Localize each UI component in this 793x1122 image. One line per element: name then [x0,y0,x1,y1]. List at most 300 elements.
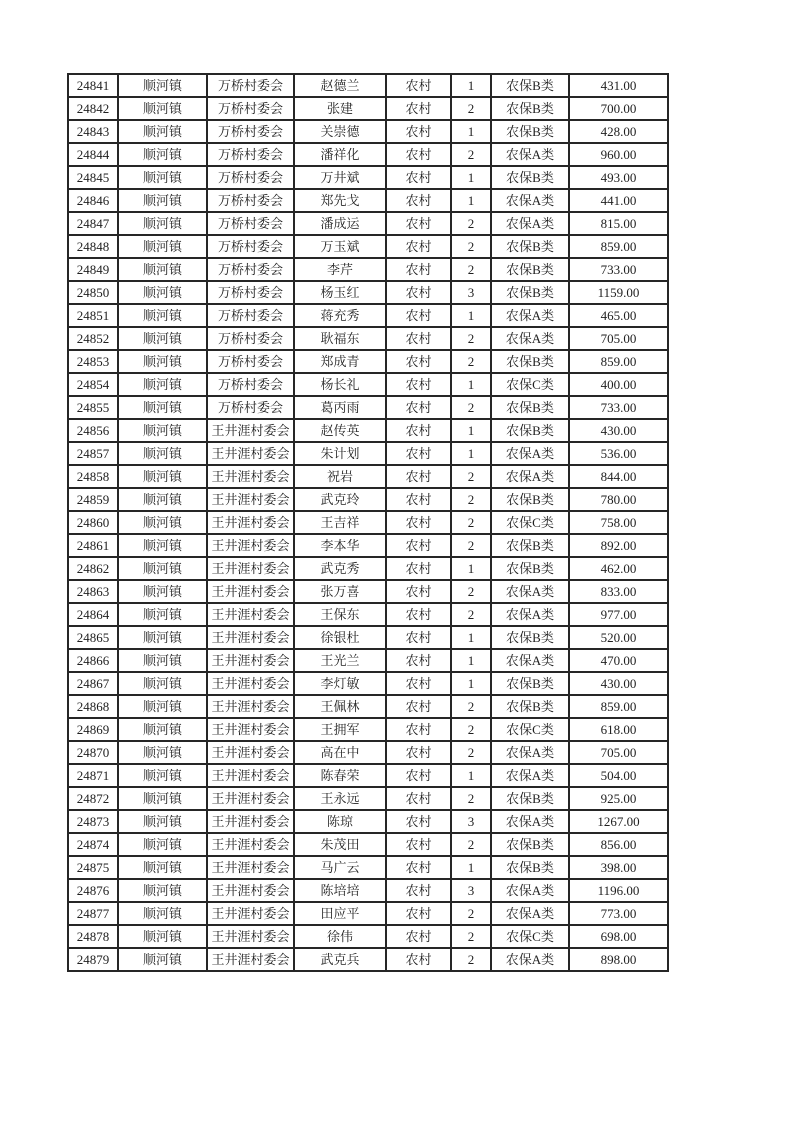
table-row [68,580,668,603]
cell-amount: 892.00 [569,534,668,557]
cell-person-count: 2 [451,396,491,419]
cell-person-name: 葛丙雨 [294,396,386,419]
cell-village-committee: 万桥村委会 [207,212,294,235]
cell-insurance-category: 农保A类 [491,304,569,327]
cell-person-count: 1 [451,672,491,695]
cell-person-count: 2 [451,925,491,948]
table-row [68,212,668,235]
cell-village-committee: 王井涯村委会 [207,603,294,626]
cell-person-count: 1 [451,189,491,212]
cell-person-name: 李灯敏 [294,672,386,695]
cell-town: 顺河镇 [118,97,207,120]
cell-town: 顺河镇 [118,879,207,902]
cell-person-count: 2 [451,718,491,741]
cell-residence-type: 农村 [386,97,451,120]
cell-person-count: 1 [451,626,491,649]
table-row [68,350,668,373]
cell-insurance-category: 农保B类 [491,626,569,649]
cell-insurance-category: 农保A类 [491,189,569,212]
cell-person-count: 2 [451,695,491,718]
table-row [68,833,668,856]
cell-record-id: 24843 [68,120,118,143]
cell-insurance-category: 农保A类 [491,580,569,603]
cell-amount: 758.00 [569,511,668,534]
table-row [68,787,668,810]
cell-person-name: 武克兵 [294,948,386,971]
cell-town: 顺河镇 [118,902,207,925]
table-row [68,902,668,925]
table-row [68,603,668,626]
cell-residence-type: 农村 [386,580,451,603]
table-row [68,97,668,120]
cell-town: 顺河镇 [118,235,207,258]
cell-residence-type: 农村 [386,396,451,419]
cell-insurance-category: 农保B类 [491,695,569,718]
cell-residence-type: 农村 [386,626,451,649]
table-row [68,764,668,787]
table-row [68,695,668,718]
cell-person-name: 王拥军 [294,718,386,741]
cell-residence-type: 农村 [386,534,451,557]
cell-village-committee: 王井涯村委会 [207,580,294,603]
cell-insurance-category: 农保B类 [491,258,569,281]
table-row [68,74,668,97]
cell-person-count: 2 [451,143,491,166]
cell-person-name: 李芹 [294,258,386,281]
table-row [68,718,668,741]
cell-residence-type: 农村 [386,74,451,97]
cell-residence-type: 农村 [386,902,451,925]
cell-town: 顺河镇 [118,695,207,718]
cell-amount: 705.00 [569,741,668,764]
cell-record-id: 24844 [68,143,118,166]
cell-village-committee: 王井涯村委会 [207,695,294,718]
cell-village-committee: 王井涯村委会 [207,534,294,557]
cell-town: 顺河镇 [118,442,207,465]
cell-amount: 780.00 [569,488,668,511]
table-row [68,189,668,212]
cell-person-count: 2 [451,580,491,603]
cell-person-count: 2 [451,465,491,488]
cell-residence-type: 农村 [386,166,451,189]
cell-town: 顺河镇 [118,833,207,856]
cell-town: 顺河镇 [118,488,207,511]
table-row [68,810,668,833]
cell-amount: 428.00 [569,120,668,143]
table-row [68,373,668,396]
cell-insurance-category: 农保A类 [491,465,569,488]
cell-person-name: 万玉斌 [294,235,386,258]
cell-person-name: 陈琼 [294,810,386,833]
cell-residence-type: 农村 [386,741,451,764]
cell-record-id: 24873 [68,810,118,833]
cell-person-name: 关崇德 [294,120,386,143]
cell-amount: 520.00 [569,626,668,649]
cell-amount: 960.00 [569,143,668,166]
cell-insurance-category: 农保B类 [491,856,569,879]
cell-residence-type: 农村 [386,488,451,511]
records-table [67,73,669,972]
cell-insurance-category: 农保B类 [491,166,569,189]
cell-residence-type: 农村 [386,672,451,695]
cell-person-count: 1 [451,304,491,327]
cell-person-count: 1 [451,764,491,787]
cell-record-id: 24853 [68,350,118,373]
cell-person-count: 3 [451,879,491,902]
cell-record-id: 24855 [68,396,118,419]
cell-person-count: 2 [451,97,491,120]
cell-town: 顺河镇 [118,304,207,327]
cell-amount: 733.00 [569,258,668,281]
cell-insurance-category: 农保B类 [491,97,569,120]
cell-record-id: 24870 [68,741,118,764]
cell-person-name: 赵德兰 [294,74,386,97]
table-row [68,626,668,649]
cell-person-count: 2 [451,235,491,258]
cell-person-name: 陈春荣 [294,764,386,787]
cell-amount: 698.00 [569,925,668,948]
cell-residence-type: 农村 [386,189,451,212]
cell-person-count: 2 [451,488,491,511]
cell-person-name: 潘祥化 [294,143,386,166]
cell-person-name: 王光兰 [294,649,386,672]
cell-record-id: 24848 [68,235,118,258]
cell-record-id: 24847 [68,212,118,235]
cell-town: 顺河镇 [118,672,207,695]
cell-town: 顺河镇 [118,718,207,741]
cell-person-name: 潘成运 [294,212,386,235]
cell-village-committee: 万桥村委会 [207,350,294,373]
cell-village-committee: 万桥村委会 [207,327,294,350]
cell-village-committee: 王井涯村委会 [207,879,294,902]
cell-insurance-category: 农保A类 [491,879,569,902]
cell-insurance-category: 农保B类 [491,74,569,97]
cell-record-id: 24841 [68,74,118,97]
cell-town: 顺河镇 [118,925,207,948]
cell-town: 顺河镇 [118,120,207,143]
table-row [68,143,668,166]
cell-record-id: 24876 [68,879,118,902]
cell-village-committee: 万桥村委会 [207,396,294,419]
cell-town: 顺河镇 [118,557,207,580]
cell-village-committee: 王井涯村委会 [207,465,294,488]
cell-village-committee: 王井涯村委会 [207,925,294,948]
cell-record-id: 24871 [68,764,118,787]
cell-record-id: 24845 [68,166,118,189]
cell-town: 顺河镇 [118,373,207,396]
cell-person-count: 1 [451,856,491,879]
cell-village-committee: 万桥村委会 [207,120,294,143]
cell-amount: 504.00 [569,764,668,787]
cell-insurance-category: 农保C类 [491,718,569,741]
table-row [68,327,668,350]
cell-town: 顺河镇 [118,741,207,764]
cell-amount: 618.00 [569,718,668,741]
cell-town: 顺河镇 [118,166,207,189]
cell-amount: 815.00 [569,212,668,235]
cell-town: 顺河镇 [118,580,207,603]
cell-person-name: 武克秀 [294,557,386,580]
cell-insurance-category: 农保B类 [491,396,569,419]
cell-record-id: 24858 [68,465,118,488]
cell-village-committee: 万桥村委会 [207,281,294,304]
cell-insurance-category: 农保A类 [491,948,569,971]
cell-residence-type: 农村 [386,856,451,879]
cell-residence-type: 农村 [386,419,451,442]
cell-amount: 430.00 [569,672,668,695]
cell-town: 顺河镇 [118,626,207,649]
cell-amount: 833.00 [569,580,668,603]
cell-residence-type: 农村 [386,143,451,166]
cell-record-id: 24842 [68,97,118,120]
cell-village-committee: 王井涯村委会 [207,649,294,672]
cell-residence-type: 农村 [386,787,451,810]
cell-record-id: 24851 [68,304,118,327]
table-row [68,488,668,511]
cell-person-name: 张建 [294,97,386,120]
cell-insurance-category: 农保A类 [491,327,569,350]
cell-person-count: 3 [451,810,491,833]
cell-insurance-category: 农保A类 [491,741,569,764]
cell-amount: 859.00 [569,235,668,258]
cell-amount: 431.00 [569,74,668,97]
cell-village-committee: 王井涯村委会 [207,419,294,442]
cell-record-id: 24854 [68,373,118,396]
cell-town: 顺河镇 [118,948,207,971]
cell-insurance-category: 农保B类 [491,672,569,695]
cell-record-id: 24874 [68,833,118,856]
cell-person-count: 1 [451,442,491,465]
table-row [68,557,668,580]
cell-residence-type: 农村 [386,948,451,971]
cell-village-committee: 王井涯村委会 [207,511,294,534]
cell-insurance-category: 农保B类 [491,120,569,143]
cell-record-id: 24875 [68,856,118,879]
cell-amount: 493.00 [569,166,668,189]
records-table-body [68,74,668,971]
cell-town: 顺河镇 [118,281,207,304]
cell-person-name: 蒋充秀 [294,304,386,327]
table-row [68,258,668,281]
table-row [68,649,668,672]
cell-residence-type: 农村 [386,695,451,718]
cell-person-count: 1 [451,649,491,672]
cell-record-id: 24865 [68,626,118,649]
cell-amount: 859.00 [569,350,668,373]
cell-village-committee: 万桥村委会 [207,74,294,97]
cell-person-count: 2 [451,350,491,373]
cell-amount: 1159.00 [569,281,668,304]
table-row [68,465,668,488]
cell-record-id: 24856 [68,419,118,442]
cell-town: 顺河镇 [118,327,207,350]
cell-insurance-category: 农保A类 [491,143,569,166]
cell-record-id: 24869 [68,718,118,741]
cell-town: 顺河镇 [118,419,207,442]
cell-record-id: 24852 [68,327,118,350]
cell-person-count: 2 [451,534,491,557]
cell-person-name: 李本华 [294,534,386,557]
cell-person-name: 祝岩 [294,465,386,488]
cell-town: 顺河镇 [118,511,207,534]
cell-amount: 856.00 [569,833,668,856]
cell-village-committee: 万桥村委会 [207,189,294,212]
cell-record-id: 24878 [68,925,118,948]
table-row [68,534,668,557]
cell-amount: 898.00 [569,948,668,971]
cell-person-name: 杨玉红 [294,281,386,304]
cell-insurance-category: 农保A类 [491,649,569,672]
cell-person-name: 耿福东 [294,327,386,350]
cell-residence-type: 农村 [386,281,451,304]
cell-person-name: 武克玲 [294,488,386,511]
cell-person-count: 1 [451,557,491,580]
cell-residence-type: 农村 [386,833,451,856]
cell-person-name: 王佩林 [294,695,386,718]
cell-person-count: 2 [451,212,491,235]
cell-village-committee: 王井涯村委会 [207,672,294,695]
cell-person-name: 徐银杜 [294,626,386,649]
cell-residence-type: 农村 [386,925,451,948]
cell-insurance-category: 农保C类 [491,925,569,948]
cell-person-name: 王保东 [294,603,386,626]
cell-town: 顺河镇 [118,189,207,212]
cell-person-name: 郑先戈 [294,189,386,212]
table-row [68,672,668,695]
cell-record-id: 24859 [68,488,118,511]
cell-person-name: 徐伟 [294,925,386,948]
cell-residence-type: 农村 [386,235,451,258]
cell-insurance-category: 农保B类 [491,281,569,304]
cell-record-id: 24861 [68,534,118,557]
cell-person-name: 王永远 [294,787,386,810]
cell-insurance-category: 农保B类 [491,235,569,258]
table-row [68,741,668,764]
cell-village-committee: 王井涯村委会 [207,948,294,971]
cell-residence-type: 农村 [386,212,451,235]
cell-town: 顺河镇 [118,212,207,235]
cell-person-name: 朱茂田 [294,833,386,856]
cell-village-committee: 王井涯村委会 [207,557,294,580]
cell-insurance-category: 农保B类 [491,534,569,557]
table-row [68,281,668,304]
table-row [68,120,668,143]
table-row [68,442,668,465]
cell-amount: 430.00 [569,419,668,442]
cell-town: 顺河镇 [118,603,207,626]
cell-amount: 465.00 [569,304,668,327]
table-row [68,948,668,971]
cell-record-id: 24864 [68,603,118,626]
cell-person-count: 1 [451,74,491,97]
cell-person-name: 马广云 [294,856,386,879]
cell-village-committee: 万桥村委会 [207,304,294,327]
cell-person-count: 2 [451,603,491,626]
cell-insurance-category: 农保B类 [491,557,569,580]
cell-insurance-category: 农保A类 [491,603,569,626]
cell-insurance-category: 农保B类 [491,787,569,810]
cell-village-committee: 万桥村委会 [207,143,294,166]
cell-amount: 859.00 [569,695,668,718]
cell-person-name: 王吉祥 [294,511,386,534]
cell-town: 顺河镇 [118,787,207,810]
cell-record-id: 24860 [68,511,118,534]
cell-town: 顺河镇 [118,465,207,488]
cell-person-name: 陈培培 [294,879,386,902]
cell-person-name: 高在中 [294,741,386,764]
table-row [68,879,668,902]
cell-village-committee: 王井涯村委会 [207,626,294,649]
cell-record-id: 24868 [68,695,118,718]
cell-record-id: 24866 [68,649,118,672]
table-row [68,511,668,534]
cell-village-committee: 万桥村委会 [207,166,294,189]
cell-amount: 844.00 [569,465,668,488]
cell-insurance-category: 农保B类 [491,488,569,511]
cell-village-committee: 王井涯村委会 [207,856,294,879]
table-row [68,419,668,442]
cell-town: 顺河镇 [118,856,207,879]
cell-person-name: 万井斌 [294,166,386,189]
cell-insurance-category: 农保A类 [491,902,569,925]
table-row [68,304,668,327]
cell-amount: 925.00 [569,787,668,810]
cell-residence-type: 农村 [386,350,451,373]
cell-village-committee: 王井涯村委会 [207,488,294,511]
cell-person-count: 1 [451,373,491,396]
cell-town: 顺河镇 [118,74,207,97]
cell-record-id: 24849 [68,258,118,281]
table-row [68,856,668,879]
cell-insurance-category: 农保A类 [491,810,569,833]
cell-person-count: 2 [451,787,491,810]
cell-residence-type: 农村 [386,718,451,741]
cell-amount: 977.00 [569,603,668,626]
cell-insurance-category: 农保A类 [491,442,569,465]
cell-residence-type: 农村 [386,304,451,327]
cell-village-committee: 王井涯村委会 [207,902,294,925]
cell-residence-type: 农村 [386,649,451,672]
cell-person-count: 2 [451,902,491,925]
cell-amount: 470.00 [569,649,668,672]
table-row [68,396,668,419]
cell-amount: 1267.00 [569,810,668,833]
cell-person-name: 郑成青 [294,350,386,373]
cell-village-committee: 王井涯村委会 [207,833,294,856]
cell-insurance-category: 农保B类 [491,350,569,373]
cell-person-count: 2 [451,258,491,281]
cell-record-id: 24863 [68,580,118,603]
cell-amount: 462.00 [569,557,668,580]
cell-residence-type: 农村 [386,373,451,396]
cell-amount: 536.00 [569,442,668,465]
cell-record-id: 24879 [68,948,118,971]
cell-amount: 773.00 [569,902,668,925]
cell-town: 顺河镇 [118,810,207,833]
cell-record-id: 24867 [68,672,118,695]
cell-amount: 441.00 [569,189,668,212]
cell-person-name: 田应平 [294,902,386,925]
cell-insurance-category: 农保B类 [491,419,569,442]
cell-insurance-category: 农保B类 [491,833,569,856]
table-row [68,925,668,948]
cell-person-count: 1 [451,419,491,442]
cell-amount: 400.00 [569,373,668,396]
cell-amount: 398.00 [569,856,668,879]
cell-amount: 1196.00 [569,879,668,902]
cell-insurance-category: 农保C类 [491,511,569,534]
cell-town: 顺河镇 [118,649,207,672]
